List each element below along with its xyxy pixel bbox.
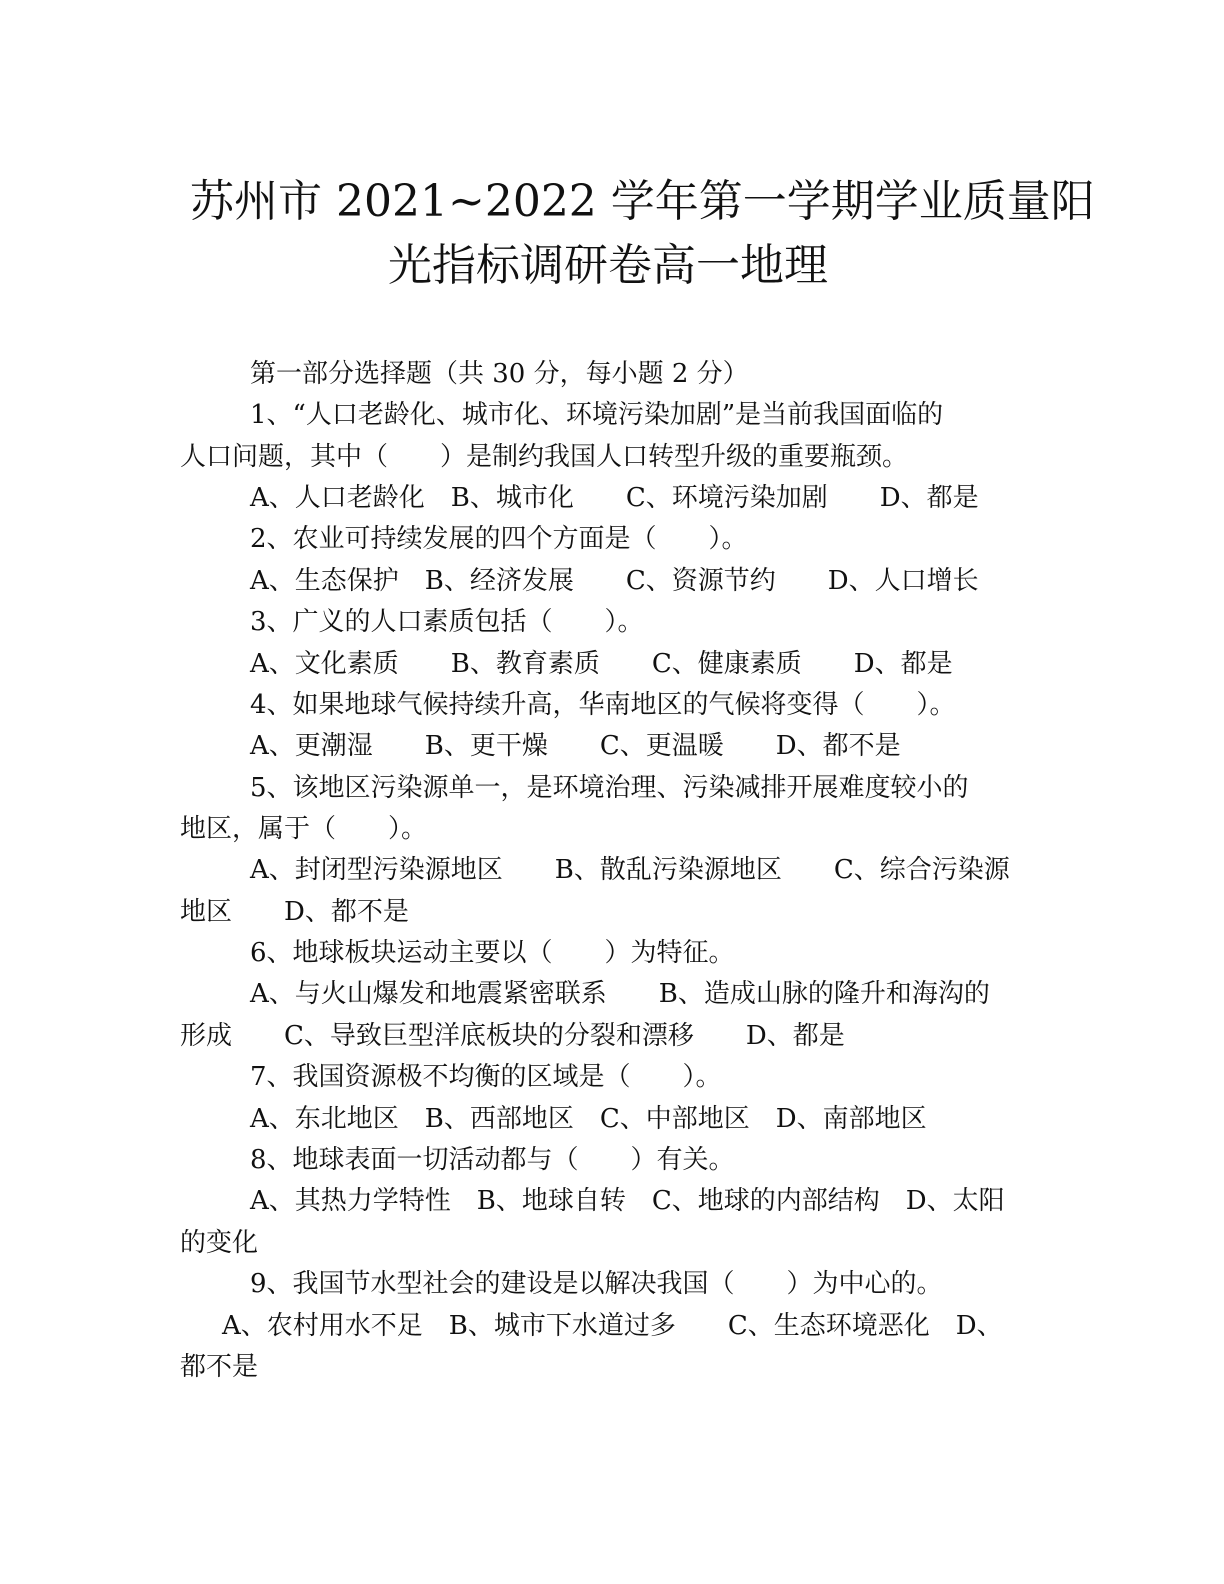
question-4-options: A、更潮湿 B、更干燥 C、更温暖 D、都不是 — [250, 731, 901, 761]
question-8-options-line-1: A、其热力学特性 B、地球自转 C、地球的内部结构 D、太阳 — [250, 1186, 1005, 1216]
question-6-options-line-2: 形成 C、导致巨型洋底板块的分裂和漂移 D、都是 — [180, 1021, 845, 1051]
question-1-stem-line-1: 1、“人口老龄化、城市化、环境污染加剧”是当前我国面临的 — [250, 400, 944, 430]
question-2-options: A、生态保护 B、经济发展 C、资源节约 D、人口增长 — [250, 566, 979, 596]
question-1-options: A、人口老龄化 B、城市化 C、环境污染加剧 D、都是 — [250, 483, 979, 513]
question-7-stem: 7、我国资源极不均衡的区域是（ ）。 — [250, 1062, 722, 1092]
question-3-options: A、文化素质 B、教育素质 C、健康素质 D、都是 — [250, 649, 953, 679]
question-4-stem: 4、如果地球气候持续升高，华南地区的气候将变得（ ）。 — [250, 690, 956, 720]
question-3-stem: 3、广义的人口素质包括（ ）。 — [250, 607, 644, 637]
question-5-stem-line-1: 5、该地区污染源单一，是环境治理、污染减排开展难度较小的 — [250, 773, 969, 803]
question-5-options-line-2: 地区 D、都不是 — [180, 897, 409, 927]
question-7-options: A、东北地区 B、西部地区 C、中部地区 D、南部地区 — [250, 1104, 927, 1134]
question-1-stem-line-2: 人口问题，其中（ ）是制约我国人口转型升级的重要瓶颈。 — [180, 442, 909, 472]
question-8-options-line-2: 的变化 — [180, 1228, 259, 1258]
question-9-options-line-1: A、农村用水不足 B、城市下水道过多 C、生态环境恶化 D、 — [222, 1311, 1003, 1341]
question-8-stem: 8、地球表面一切活动都与（ ）有关。 — [250, 1145, 735, 1175]
question-9-options-line-2: 都不是 — [180, 1352, 259, 1382]
document-title-line-2: 光指标调研卷高一地理 — [388, 240, 828, 291]
question-6-options-line-1: A、与火山爆发和地震紧密联系 B、造成山脉的隆升和海沟的 — [250, 979, 990, 1009]
question-5-options-line-1: A、封闭型污染源地区 B、散乱污染源地区 C、综合污染源 — [250, 855, 1010, 885]
question-5-stem-line-2: 地区，属于（ ）。 — [180, 814, 428, 844]
document-title-line-1: 苏州市 2021~2022 学年第一学期学业质量阳 — [190, 176, 1095, 227]
question-6-stem: 6、地球板块运动主要以（ ）为特征。 — [250, 938, 735, 968]
question-2-stem: 2、农业可持续发展的四个方面是（ ）。 — [250, 524, 748, 554]
question-9-stem: 9、我国节水型社会的建设是以解决我国（ ）为中心的。 — [250, 1269, 943, 1299]
section-heading: 第一部分选择题（共 30 分，每小题 2 分） — [250, 359, 749, 389]
